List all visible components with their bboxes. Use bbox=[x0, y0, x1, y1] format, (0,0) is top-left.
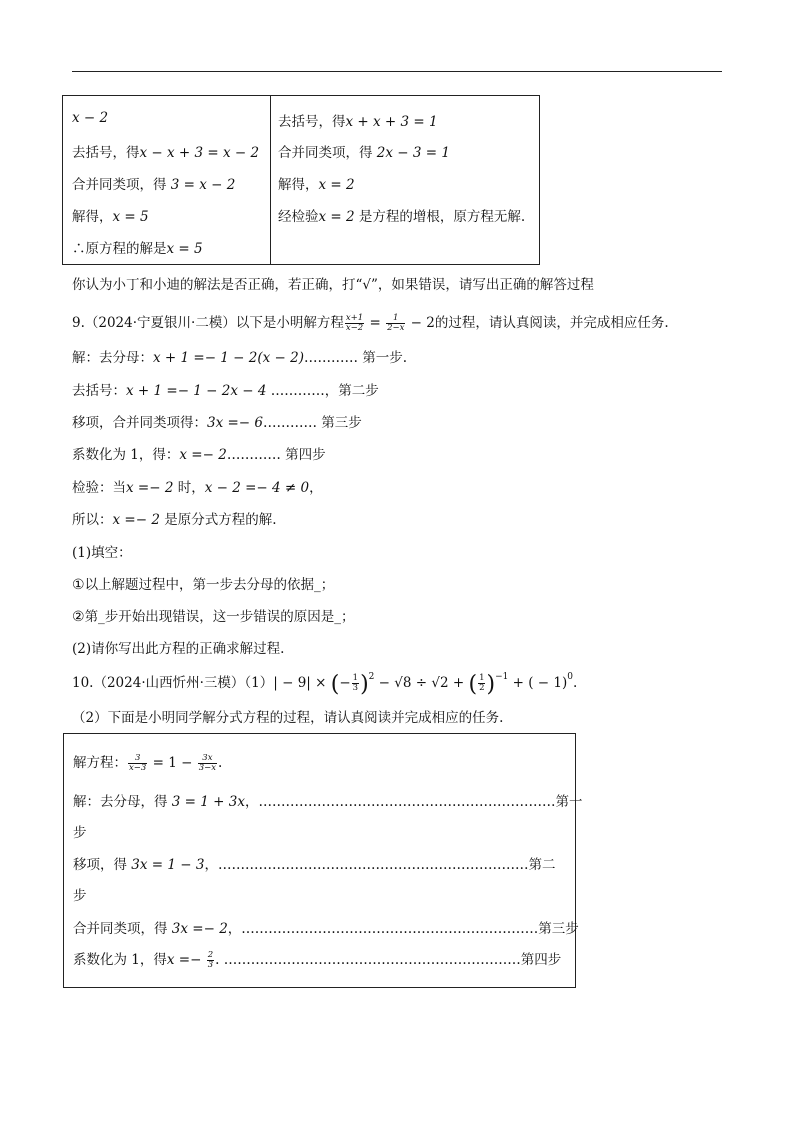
q9-stem bbox=[72, 311, 669, 333]
equals: = 1 − bbox=[148, 755, 197, 771]
q9-conclusion bbox=[72, 508, 277, 528]
solution-table bbox=[62, 95, 540, 265]
math: x = 2 bbox=[318, 177, 355, 193]
box-step-4 bbox=[73, 948, 561, 970]
math: x = 5 bbox=[166, 241, 203, 257]
text: 是原分式方程的解. bbox=[159, 512, 277, 528]
exponent: 2 bbox=[368, 672, 375, 682]
left-line-3 bbox=[72, 173, 235, 193]
math: x = 2 bbox=[318, 209, 355, 225]
text: 以上解题过程中，第一步去分母的依据_； bbox=[84, 577, 335, 593]
math: x − x + 3 = x − 2 bbox=[139, 145, 260, 161]
box-step-3 bbox=[73, 917, 579, 937]
text: 第_步开始出现错误，这一步错误的原因是_； bbox=[84, 609, 355, 625]
math: 3x =− 2 bbox=[171, 921, 228, 937]
text: 经检验 bbox=[278, 209, 319, 225]
fraction bbox=[128, 754, 147, 773]
box-equation bbox=[73, 751, 222, 773]
dots: ，…………………………………………………………第一 bbox=[244, 794, 583, 810]
equals: = bbox=[365, 315, 386, 331]
math: x − 2 =− 4 ≠ 0 bbox=[204, 480, 310, 496]
minus-two: − 2 bbox=[406, 315, 435, 331]
q9-check bbox=[72, 476, 323, 496]
q9-step-2 bbox=[72, 379, 379, 399]
label: 移项，合并同类项得： bbox=[72, 415, 207, 431]
denominator: 3 bbox=[207, 960, 214, 970]
math: 3 = 1 + 3x bbox=[171, 794, 245, 810]
dots: ，……………………………………………………………第二 bbox=[204, 857, 556, 873]
right-line-4 bbox=[278, 205, 525, 225]
box-step-1-wrap: 步 bbox=[73, 825, 87, 841]
solution-box bbox=[63, 733, 583, 988]
text: 是方程的增根，原方程无解. bbox=[354, 209, 526, 225]
left-line-4 bbox=[72, 205, 149, 225]
q9-part-2: (2)请你写出此方程的正确求解过程. bbox=[72, 641, 285, 657]
table-divider bbox=[270, 96, 271, 264]
q8-question-tail: 你认为小丁和小迪的解法是否正确，若正确，打“√”，如果错误，请写出正确的解答过程 bbox=[72, 277, 594, 293]
math: 3x =− 6 bbox=[207, 415, 263, 431]
label: 合并同类项，得 bbox=[73, 921, 172, 937]
numerator: 3x bbox=[198, 754, 217, 764]
math: 3x = 1 − 3 bbox=[131, 857, 205, 873]
exponent: 0 bbox=[567, 672, 574, 682]
text: 解得， bbox=[72, 209, 113, 225]
abs-term: | − 9| × bbox=[273, 675, 331, 691]
header-rule bbox=[72, 71, 722, 72]
q9-part-1: (1)填空： bbox=[72, 545, 132, 561]
circled-number: ② bbox=[72, 609, 85, 625]
numerator: 2 bbox=[207, 950, 214, 960]
exponent: −1 bbox=[495, 672, 509, 682]
label: 解方程： bbox=[73, 755, 127, 771]
math: 3 = x − 2 bbox=[170, 177, 236, 193]
left-line-2 bbox=[72, 141, 259, 161]
math: 2x − 3 = 1 bbox=[376, 145, 450, 161]
paren: ( bbox=[330, 672, 340, 697]
paren: ) bbox=[360, 672, 369, 697]
label: 系数化为 1，得： bbox=[72, 447, 180, 463]
denominator: 2 bbox=[479, 683, 485, 693]
q9-item-1 bbox=[72, 573, 334, 593]
math: x = 5 bbox=[112, 209, 149, 225]
right-line-3 bbox=[278, 173, 355, 193]
q9-step-4 bbox=[72, 443, 326, 463]
dots: ，…………………………………………………………第三步 bbox=[227, 921, 579, 937]
period: . bbox=[573, 675, 578, 691]
text: 解得， bbox=[278, 177, 319, 193]
root-term: − √8 ÷ √2 + bbox=[374, 675, 469, 691]
label: 检验：当 bbox=[72, 480, 126, 496]
q9-item-2 bbox=[72, 605, 355, 625]
circled-number: ① bbox=[72, 577, 85, 593]
numerator: 1 bbox=[479, 673, 485, 683]
minus: − bbox=[339, 675, 351, 691]
fraction bbox=[345, 314, 364, 333]
tail: ………… 第四步 bbox=[226, 447, 326, 463]
box-step-2-wrap: 步 bbox=[73, 888, 87, 904]
math: x + 1 =− 1 − 2x − 4 bbox=[126, 383, 267, 399]
denominator: 3−x bbox=[198, 763, 217, 773]
fraction bbox=[386, 314, 405, 333]
dots: . …………………………………………………………第四步 bbox=[215, 952, 562, 968]
q10-part-2: （2）下面是小明同学解分式方程的过程，请认真阅读并完成相应的任务. bbox=[72, 710, 504, 726]
tail: ………… 第一步. bbox=[304, 350, 408, 366]
text: 时， bbox=[173, 480, 205, 496]
text: 合并同类项，得 bbox=[72, 177, 171, 193]
label: 解：去分母： bbox=[72, 350, 153, 366]
power-term: + ( − 1) bbox=[508, 675, 568, 691]
label: 移项，得 bbox=[73, 857, 132, 873]
label: 所以： bbox=[72, 512, 113, 528]
right-line-1 bbox=[278, 110, 438, 130]
math: x =− bbox=[166, 952, 206, 968]
denominator: x−3 bbox=[129, 763, 147, 773]
box-step-1 bbox=[73, 790, 582, 810]
right-line-2 bbox=[278, 141, 450, 161]
q9-suffix: 的过程，请认真阅读，并完成相应任务. bbox=[434, 315, 669, 331]
numerator: x+1 bbox=[345, 313, 364, 323]
q9-prefix: 9.（2024·宁夏银川·二模）以下是小明解方程 bbox=[72, 315, 344, 331]
q9-step-1 bbox=[72, 346, 407, 366]
math: x =− 2 bbox=[179, 447, 227, 463]
paren: ( bbox=[468, 672, 478, 697]
numerator: 3 bbox=[128, 754, 147, 764]
period: . bbox=[218, 755, 223, 771]
tail: ………… 第三步 bbox=[263, 415, 362, 431]
denominator: 3 bbox=[352, 683, 359, 693]
text: 去括号，得 bbox=[72, 145, 140, 161]
q10-stem bbox=[72, 671, 577, 697]
math: x + 1 =− 1 − 2(x − 2) bbox=[153, 350, 305, 366]
fraction bbox=[207, 951, 214, 970]
label: 去括号： bbox=[72, 383, 126, 399]
paren: ) bbox=[486, 672, 496, 697]
math: x =− 2 bbox=[126, 480, 174, 496]
text: 去括号，得 bbox=[278, 114, 346, 130]
text: ， bbox=[309, 480, 323, 496]
q10-prefix: 10.（2024·山西忻州·三模）（1） bbox=[72, 675, 274, 691]
math: x =− 2 bbox=[112, 512, 160, 528]
fraction bbox=[352, 674, 359, 693]
fraction bbox=[198, 754, 217, 773]
label: 解：去分母，得 bbox=[73, 794, 172, 810]
left-line-1: x − 2 bbox=[72, 110, 109, 126]
math: x + x + 3 = 1 bbox=[345, 114, 438, 130]
label: 系数化为 1，得 bbox=[73, 952, 167, 968]
text: ∴原方程的解是 bbox=[72, 241, 167, 257]
denominator: 2−x bbox=[387, 323, 405, 333]
left-line-5 bbox=[72, 237, 203, 257]
fraction bbox=[478, 674, 485, 693]
box-step-2 bbox=[73, 853, 555, 873]
numerator: 1 bbox=[386, 314, 405, 324]
q9-step-3 bbox=[72, 411, 362, 431]
text: 合并同类项，得 bbox=[278, 145, 377, 161]
tail: …………，第二步 bbox=[266, 383, 379, 399]
denominator: x−2 bbox=[345, 323, 364, 333]
numerator: 1 bbox=[352, 673, 359, 683]
